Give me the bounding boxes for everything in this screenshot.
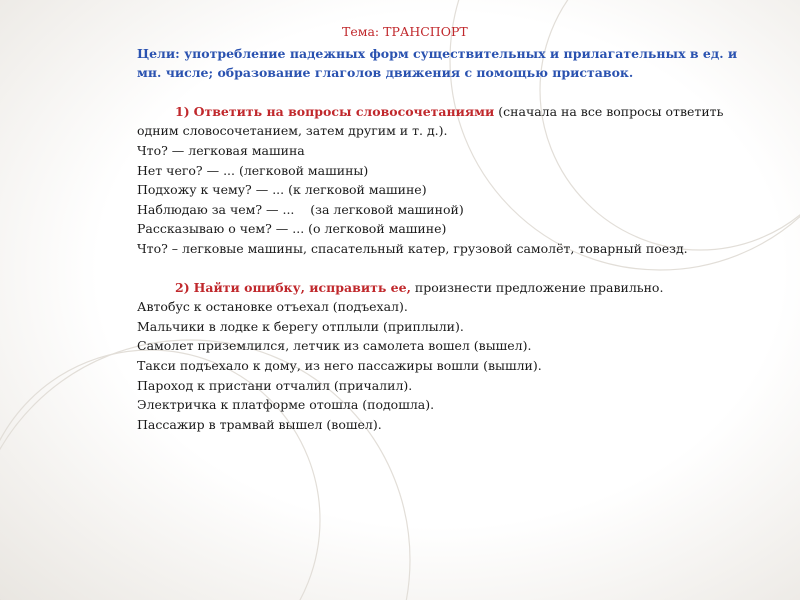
task2-instruction: Найти ошибку, исправить ее, [193,279,411,295]
task1-line: Что? — легковая машина [137,142,305,158]
task2-line: Мальчики в лодке к берегу отплыли (приплыли). [137,318,464,334]
task1-note: (сначала на все вопросы ответить одним словосочетанием, затем другим и т. д.). [137,103,724,139]
task2-line: Электричка к платформе отошла (подошла). [137,397,435,413]
title-label: Тема: [342,24,380,39]
task2-line: Пароход к пристани отчалил (причалил). [137,377,413,393]
task1-line: Нет чего? — ... (легковой машины) [137,162,369,178]
goal-label: Цели: [137,45,180,61]
spacer [137,83,757,102]
task2-note: произнести предложение правильно. [414,279,664,295]
slide-content [137,22,757,434]
task1-number: 1) [175,103,190,119]
task2-line: Такси подъехало к дому, из него пассажиры вошли (вышли). [137,357,542,373]
task2-number: 2) [175,279,190,295]
goal-paragraph [137,44,757,83]
task1-instruction: Ответить на вопросы словосочетаниями [193,103,495,119]
spacer [137,259,757,278]
task1-line: Рассказываю о чем? — ... (о легковой машине) [137,221,447,237]
goal-text: употребление падежных форм существительных и прилагательных в ед. и мн. числе; образование глаголов движения с помощью приставок. [137,45,738,81]
task1-line: Наблюдаю за чем? — ... (за легковой машиной) [137,201,464,217]
title-value: ТРАНСПОРТ [383,24,468,39]
task2-line: Самолет приземлился, летчик из самолета вошел (вышел). [137,338,532,354]
task1-heading [137,102,757,141]
task2-line: Автобус к остановке отъехал (подъехал). [137,299,408,315]
task1-line: Что? – легковые машины, спасательный катер, грузовой самолёт, товарный поезд. [137,240,688,256]
task2-line: Пассажир в трамвай вышел (вошел). [137,416,382,432]
task1-line: Подхожу к чему? — ... (к легковой машине) [137,182,427,198]
task2-heading [137,278,757,298]
slide-title [137,22,757,42]
